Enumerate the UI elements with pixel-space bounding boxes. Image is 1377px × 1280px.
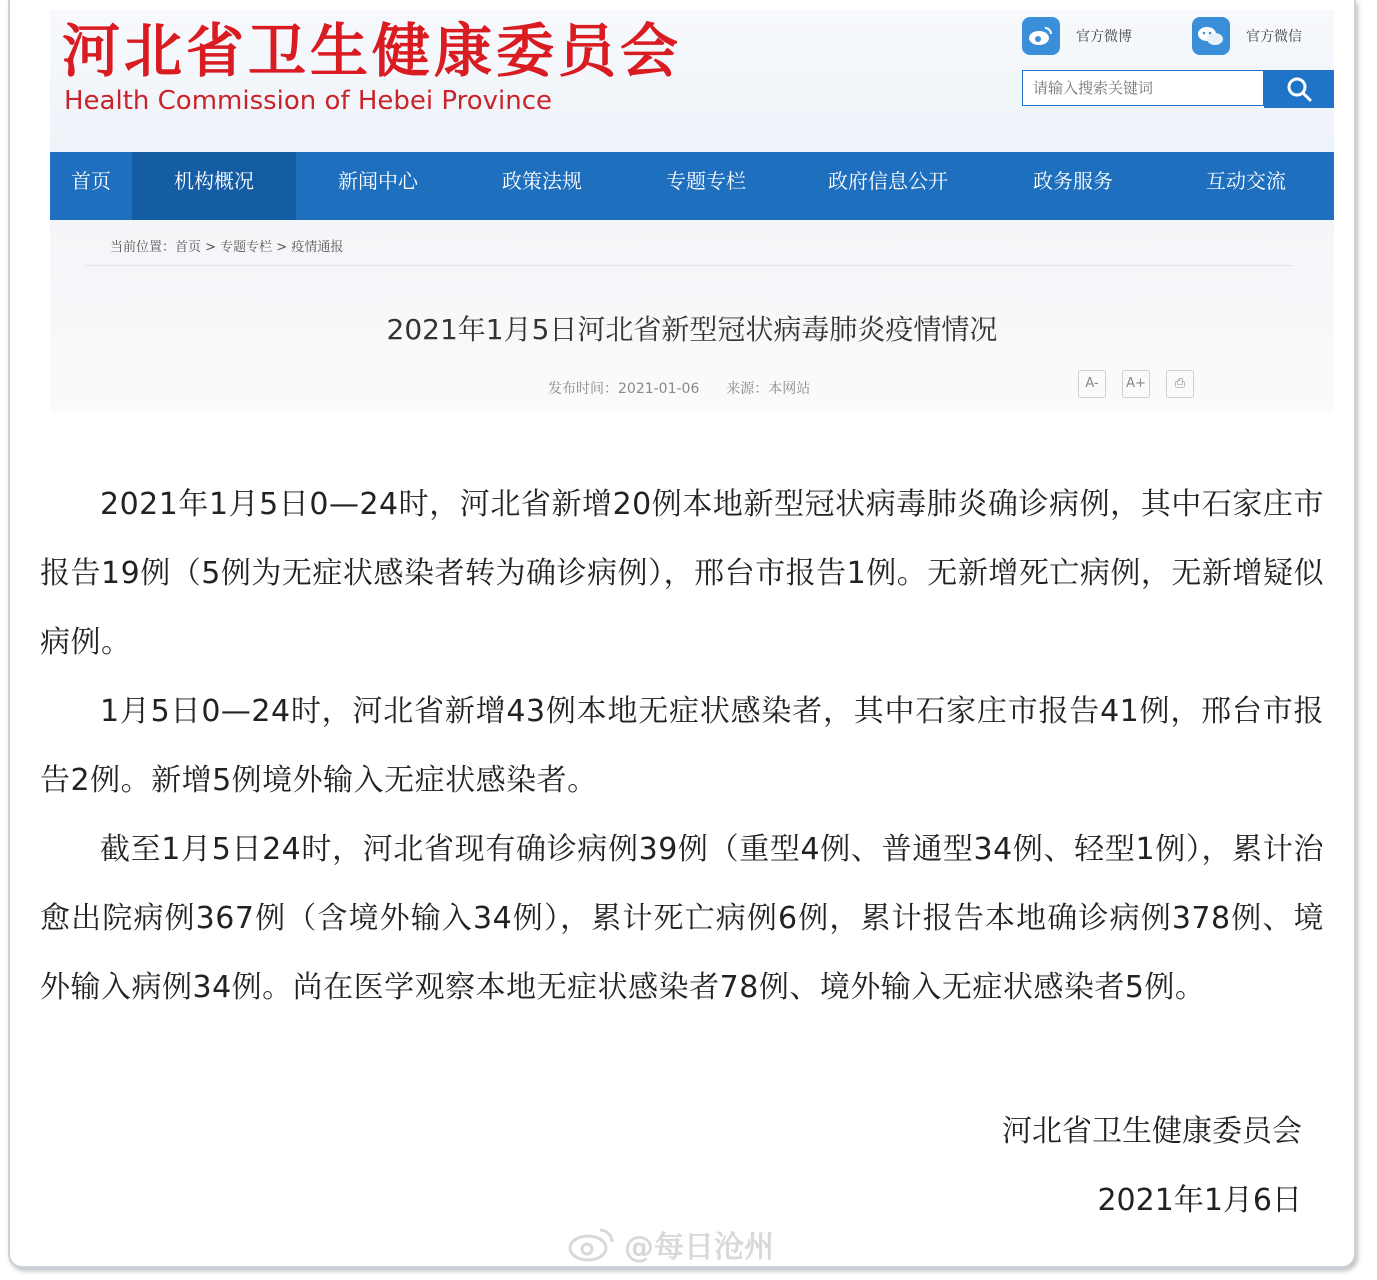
search-input[interactable] [1022, 70, 1264, 106]
wechat-label: 官方微信 [1246, 29, 1302, 45]
breadcrumb[interactable]: 当前位置：首页 > 专题专栏 > 疫情通报 [110, 240, 344, 255]
weibo-label: 官方微博 [1076, 29, 1132, 45]
font-larger-button[interactable]: A+ [1122, 370, 1150, 398]
site-logo-cn[interactable]: 河北省卫生健康委员会 [62, 17, 683, 85]
nav-item-gov-info[interactable]: 政府信息公开 [828, 169, 948, 193]
website-screenshot [50, 10, 1334, 413]
nav-item-news[interactable]: 新闻中心 [338, 169, 418, 193]
weibo-icon [1022, 17, 1060, 55]
wechat-link[interactable] [1192, 16, 1302, 56]
nav-item-interaction[interactable]: 互动交流 [1206, 169, 1286, 193]
site-header [50, 10, 1334, 152]
signature: 河北省卫生健康委员会 [1002, 1114, 1302, 1149]
article-header [50, 220, 1334, 413]
main-nav [50, 152, 1334, 220]
nav-item-policy[interactable]: 政策法规 [502, 169, 582, 193]
font-smaller-button[interactable]: A- [1078, 370, 1106, 398]
screenshot-frame [8, 0, 1356, 1268]
article-source: 来源：本网站 [726, 381, 811, 397]
weibo-link[interactable] [1022, 16, 1132, 56]
nav-item-services[interactable]: 政务服务 [1033, 169, 1113, 193]
publish-time: 发布时间：2021-01-06 [548, 381, 700, 397]
nav-item-about[interactable]: 机构概况 [132, 152, 296, 220]
article-body [40, 470, 1324, 1022]
article-title: 2021年1月5日河北省新型冠状病毒肺炎疫情情况 [386, 313, 998, 346]
print-button[interactable]: ⎙ [1166, 370, 1194, 398]
divider [86, 265, 1294, 266]
wechat-icon [1192, 17, 1230, 55]
watermark-text: @每日沧州 [624, 1230, 774, 1265]
paragraph-1: 2021年1月5日0—24时，河北省新增20例本地新型冠状病毒肺炎确诊病例，其中石家庄市报告19例（5例为无症状感染者转为确诊病例），邢台市报告1例。无新增死亡病例，无新增疑似病例。 [40, 487, 1324, 660]
nav-item-topics[interactable]: 专题专栏 [666, 169, 746, 193]
weibo-logo-icon [568, 1224, 618, 1264]
article-meta [548, 378, 810, 398]
sign-date: 2021年1月6日 [1097, 1183, 1302, 1218]
search-button[interactable] [1264, 70, 1334, 108]
watermark [568, 1222, 774, 1266]
nav-item-home[interactable]: 首页 [71, 169, 111, 193]
site-logo-en: Health Commission of Hebei Province [64, 86, 553, 116]
search-icon [1285, 75, 1313, 103]
paragraph-2: 1月5日0—24时，河北省新增43例本地无症状感染者，其中石家庄市报告41例，邢台市报告2例。新增5例境外输入无症状感染者。 [40, 694, 1324, 798]
paragraph-3: 截至1月5日24时，河北省现有确诊病例39例（重型4例、普通型34例、轻型1例），累计治愈出院病例367例（含境外输入34例），累计死亡病例6例，累计报告本地确诊病例378例、境外输入病例34例。尚在医学观察本地无症状感染者78例、境外输入无症状感染者5例。 [40, 832, 1324, 1005]
